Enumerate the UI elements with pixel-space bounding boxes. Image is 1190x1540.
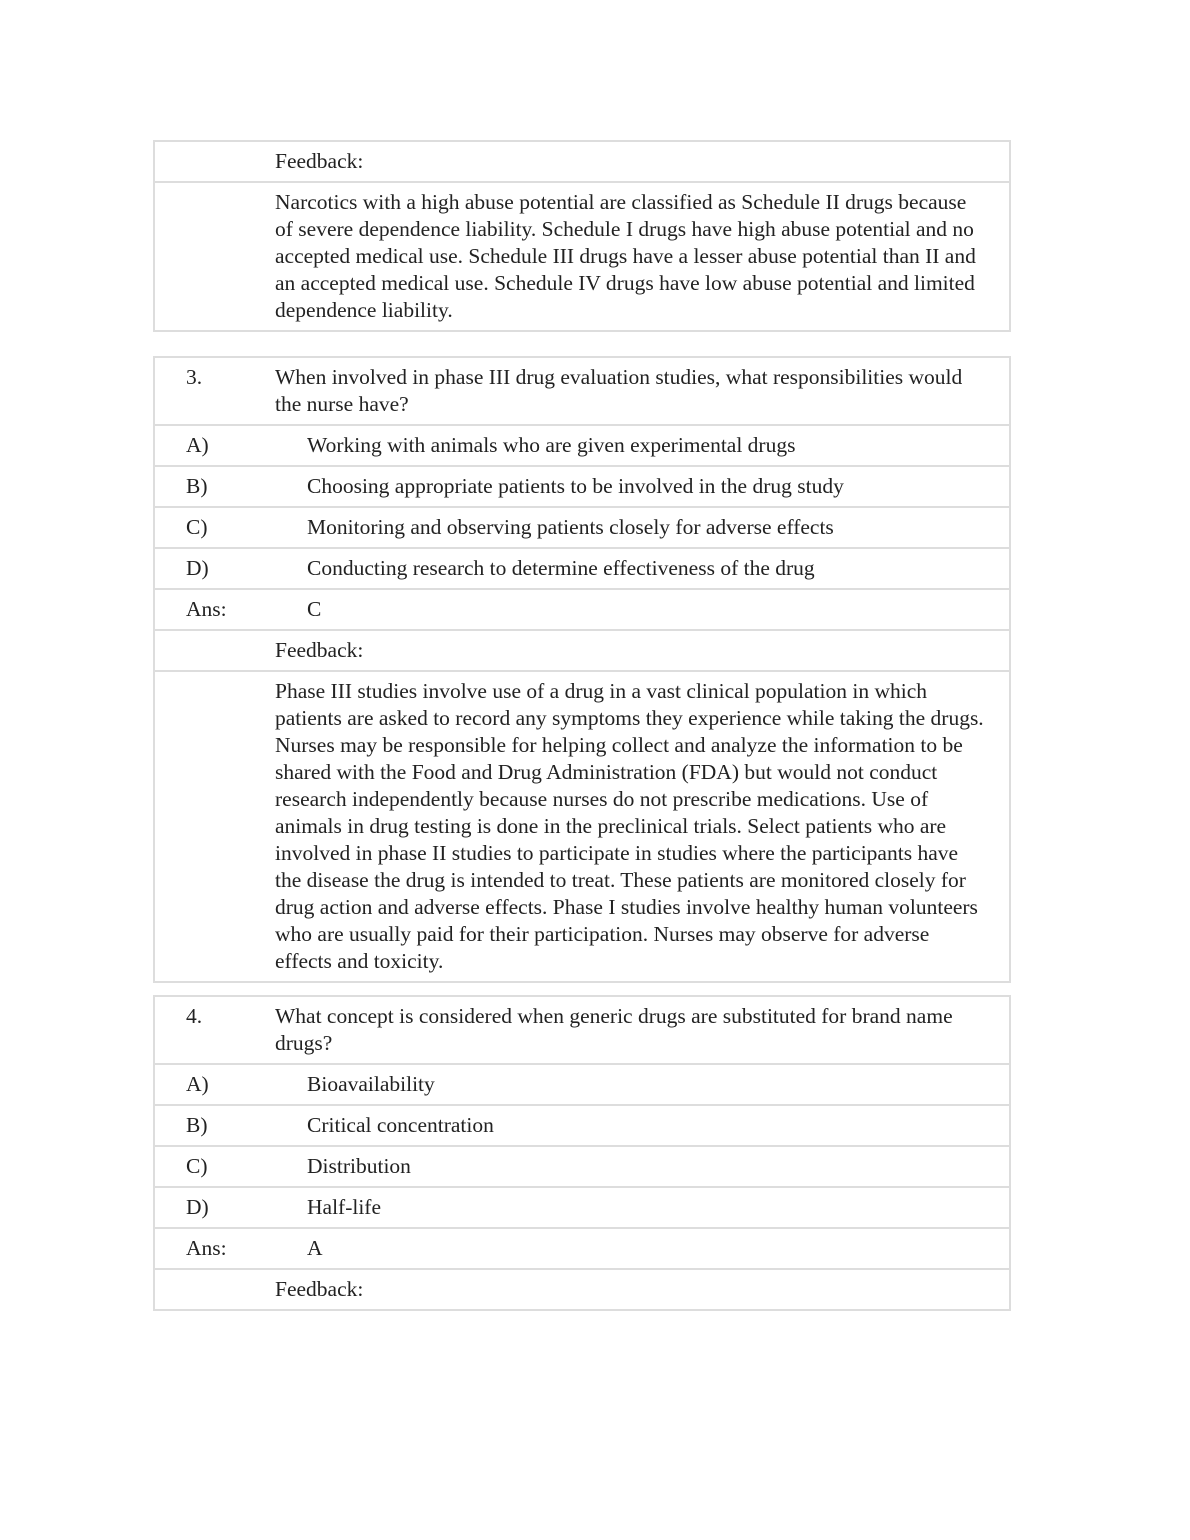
question-text: When involved in phase III drug evaluation studies, what responsibilities would the nurse have? [275, 365, 963, 416]
option-label: B) [186, 1113, 208, 1137]
option-row [155, 547, 1009, 588]
option-row [155, 1145, 1009, 1186]
option-text: Distribution [307, 1154, 411, 1178]
feedback-label: Feedback: [275, 1277, 364, 1301]
option-text: Bioavailability [307, 1072, 435, 1096]
option-label: A) [186, 433, 209, 457]
option-row [155, 1104, 1009, 1145]
feedback-label: Feedback: [275, 638, 364, 662]
question-2-tail [153, 140, 1011, 332]
option-label: C) [186, 1154, 208, 1178]
option-text: Conducting research to determine effectiveness of the drug [307, 556, 815, 580]
option-label: A) [186, 1072, 209, 1096]
question-row [155, 358, 1009, 424]
option-text: Monitoring and observing patients closely for adverse effects [307, 515, 834, 539]
question-row [155, 997, 1009, 1063]
question-3 [153, 356, 1011, 983]
feedback-label: Feedback: [275, 149, 364, 173]
question-number: 3. [186, 365, 203, 389]
option-label: B) [186, 474, 208, 498]
option-label: D) [186, 556, 209, 580]
option-text: Working with animals who are given experimental drugs [307, 433, 796, 457]
answer-row [155, 588, 1009, 629]
answer-label: Ans: [186, 1236, 227, 1260]
answer-value: C [307, 597, 322, 621]
feedback-row [155, 670, 1009, 981]
option-row [155, 1186, 1009, 1227]
feedback-text: Phase III studies involve use of a drug in a vast clinical population in which patients are asked to record any symptoms they experience while taking the drugs. Nurses may be responsible for helping collect and analyze the information to be shared with the Food and Drug Administration (FDA) but would not conduct research independently because nurses do not prescribe medications. Use of animals in drug testing is done in the preclinical trials. Select patients who are involved in phase II studies to participate in studies where the participants have the disease the drug is intended to treat. These patients are monitored closely for drug action and adverse effects. Phase I studies involve healthy human volunteers who are usually paid for their participation. Nurses may observe for adverse effects and toxicity. [275, 679, 984, 973]
option-row [155, 465, 1009, 506]
feedback-row [155, 181, 1009, 330]
question-text: What concept is considered when generic drugs are substituted for brand name drugs? [275, 1004, 953, 1055]
option-row [155, 1063, 1009, 1104]
option-label: C) [186, 515, 208, 539]
option-text: Choosing appropriate patients to be involved in the drug study [307, 474, 844, 498]
answer-label: Ans: [186, 597, 227, 621]
option-label: D) [186, 1195, 209, 1219]
feedback-label-row [155, 142, 1009, 181]
option-row [155, 506, 1009, 547]
feedback-text: Narcotics with a high abuse potential are classified as Schedule II drugs because of severe dependence liability. Schedule I drugs have high abuse potential and no accepted medical use. Schedule III drugs have a lesser abuse potential than II and an accepted medical use. Schedule IV drugs have low abuse potential and limited dependence liability. [275, 190, 976, 322]
option-row [155, 424, 1009, 465]
question-4 [153, 995, 1011, 1311]
feedback-label-row [155, 1268, 1009, 1309]
answer-value: A [307, 1236, 323, 1260]
option-text: Half-life [307, 1195, 382, 1219]
feedback-label-row [155, 629, 1009, 670]
answer-row [155, 1227, 1009, 1268]
option-text: Critical concentration [307, 1113, 494, 1137]
question-number: 4. [186, 1004, 203, 1028]
